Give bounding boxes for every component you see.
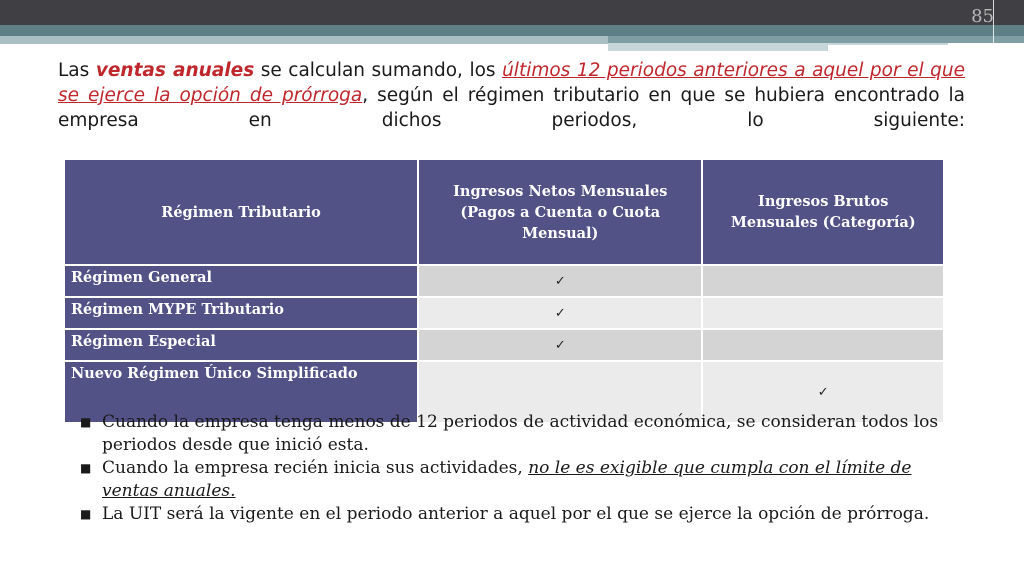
bullet-square-icon: ■ (80, 461, 92, 475)
list-item (74, 503, 954, 526)
regimen-name: Régimen MYPE Tributario (64, 297, 418, 329)
header-regimen: Régimen Tributario (64, 159, 418, 265)
regimen-name: Régimen General (64, 265, 418, 297)
page-number: 85 (971, 6, 994, 27)
header-ingresos-netos: Ingresos Netos Mensuales (Pagos a Cuenta o Cuota Mensual) (418, 159, 702, 265)
list-item (74, 457, 954, 503)
intro-text: , según el régimen tributario en que se hubiera encontrado la empresa en dichos periodos, lo siguiente: (58, 85, 965, 131)
note-text: Cuando la empresa recién inicia sus actividades, (102, 458, 529, 478)
bullet-square-icon: ■ (80, 507, 92, 521)
check-icon: ✓ (418, 297, 702, 329)
intro-emphasis-ventas: ventas anuales (95, 60, 255, 81)
bullet-square-icon: ■ (80, 415, 92, 429)
intro-paragraph (58, 58, 965, 133)
intro-emphasis-periodos: últimos 12 periodos anteriores a aquel por el que se ejerce la opción de prórroga (58, 60, 965, 106)
notes-list (74, 411, 954, 526)
check-icon: ✓ (702, 361, 944, 423)
empty-cell (702, 265, 944, 297)
table-header-row (64, 159, 944, 265)
check-icon: ✓ (418, 265, 702, 297)
header-ingresos-brutos: Ingresos Brutos Mensuales (Categoría) (702, 159, 944, 265)
table-row (64, 265, 944, 297)
slide-top-bar (0, 0, 1024, 25)
regimen-table (63, 158, 945, 424)
empty-cell (702, 329, 944, 361)
note-emphasis: no le es exigible que cumpla con el límite de ventas anuales. (102, 458, 912, 501)
note-text: Cuando la empresa tenga menos de 12 periodos de actividad económica, se consideran todos los periodos desde que inició esta. (102, 412, 939, 455)
slide-header-band-pale (608, 43, 828, 51)
table-row (64, 329, 944, 361)
slide-header-band-mid (608, 36, 1024, 43)
list-item (74, 411, 954, 457)
intro-text: se calculan sumando, los (254, 60, 503, 81)
check-icon: ✓ (418, 329, 702, 361)
slide-header-rule (828, 43, 948, 45)
slide-header-band-light (0, 36, 608, 44)
regimen-name: Nuevo Régimen Único Simplificado (64, 361, 418, 423)
empty-cell (702, 297, 944, 329)
slide-header-band (0, 25, 1024, 36)
table-row (64, 297, 944, 329)
intro-text: Las (58, 60, 96, 81)
note-text: La UIT será la vigente en el periodo anterior a aquel por el que se ejerce la opción de prórroga. (102, 504, 930, 524)
regimen-name: Régimen Especial (64, 329, 418, 361)
